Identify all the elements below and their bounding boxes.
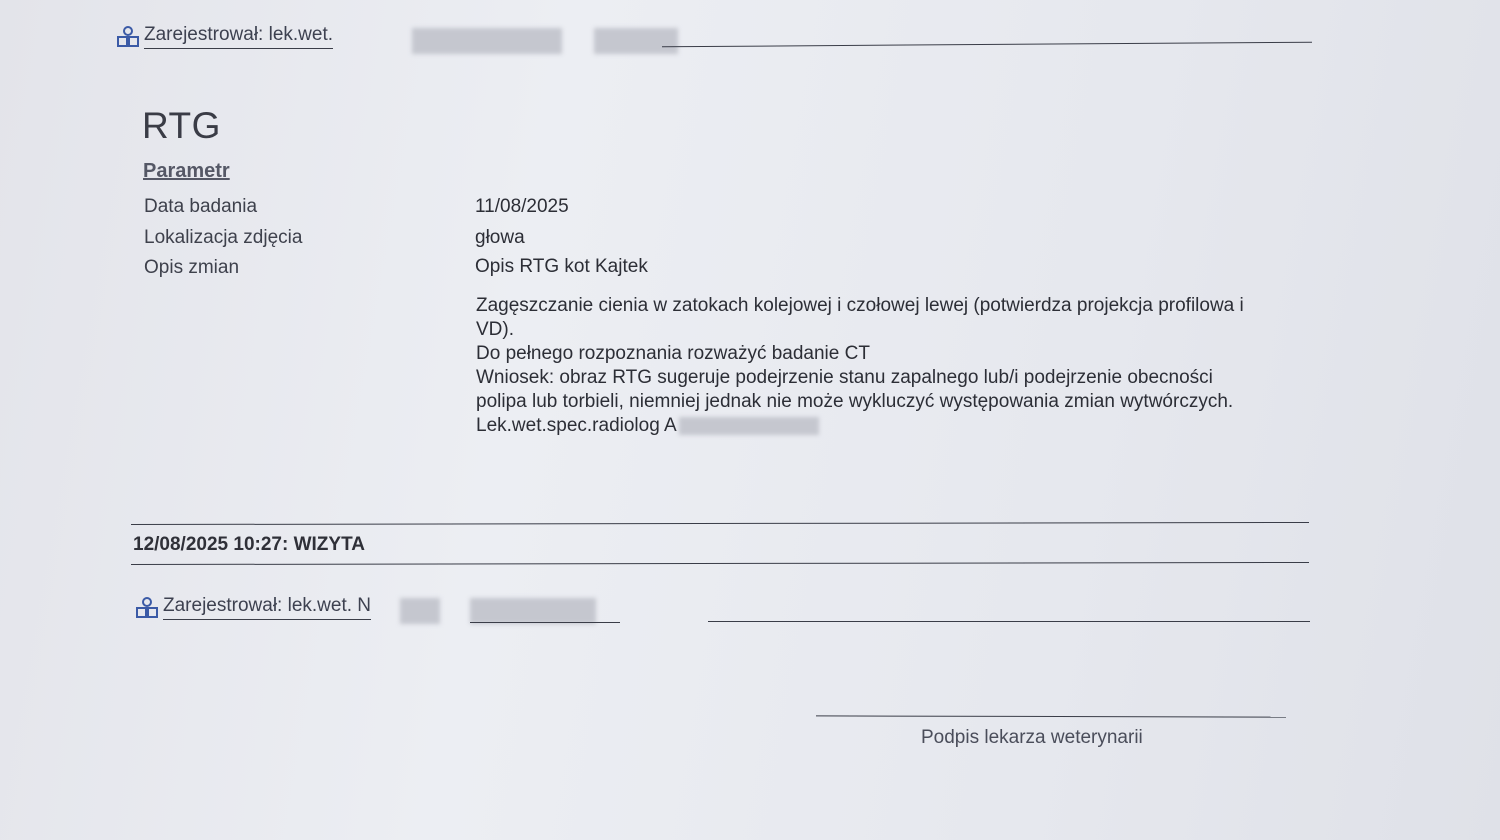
user-group-icon: [116, 25, 140, 49]
row-label-location: Lokalizacja zdjęcia: [144, 227, 303, 248]
visit-header: 12/08/2025 10:27: WIZYTA: [133, 534, 365, 555]
param-header: Parametr: [143, 160, 230, 182]
signature-label: Podpis lekarza weterynarii: [921, 727, 1143, 748]
redacted-name: [470, 598, 596, 624]
row-value-location: głowa: [475, 227, 525, 248]
redacted-name: [400, 598, 440, 624]
user-group-icon: [135, 596, 159, 620]
visit-bottom-rule: [131, 562, 1309, 565]
finding-line: Zagęszczanie cienia w zatokach kolejowej i czołowej lewej (potwierdza projekcja profilowa i VD).: [476, 295, 1244, 340]
row-label-description: Opis zmian: [144, 257, 240, 278]
section-title: RTG: [142, 105, 221, 146]
redacted-name: [412, 28, 562, 54]
registered-label: Zarejestrował: lek.wet.: [144, 24, 333, 49]
redacted-name: [679, 417, 819, 435]
registered-by-top: [116, 24, 333, 49]
radiologist-line: Lek.wet.spec.radiolog A: [476, 414, 1256, 438]
conclusion-line: Wniosek: obraz RTG sugeruje podejrzenie stanu zapalnego lub/i podejrzenie obecności polipa lub torbieli, niemniej jednak nie może wykluczyć występowania zmian wytwórczych.: [476, 367, 1234, 412]
visit-rule: [708, 621, 1310, 622]
findings-text: [476, 294, 1256, 438]
row-label-date: Data badania: [144, 196, 258, 217]
name-underline: [470, 622, 620, 623]
signature-line: [816, 715, 1286, 717]
header-rule: [662, 42, 1312, 48]
registered-by-visit: [135, 595, 371, 620]
visit-top-rule: [131, 522, 1309, 525]
redacted-name: [594, 28, 678, 54]
registered-label: Zarejestrował: lek.wet. N: [163, 595, 371, 620]
finding-line: Do pełnego rozpoznania rozważyć badanie CT: [476, 343, 870, 364]
row-value-description: Opis RTG kot Kajtek: [475, 256, 648, 277]
row-value-date: 11/08/2025: [475, 196, 569, 217]
